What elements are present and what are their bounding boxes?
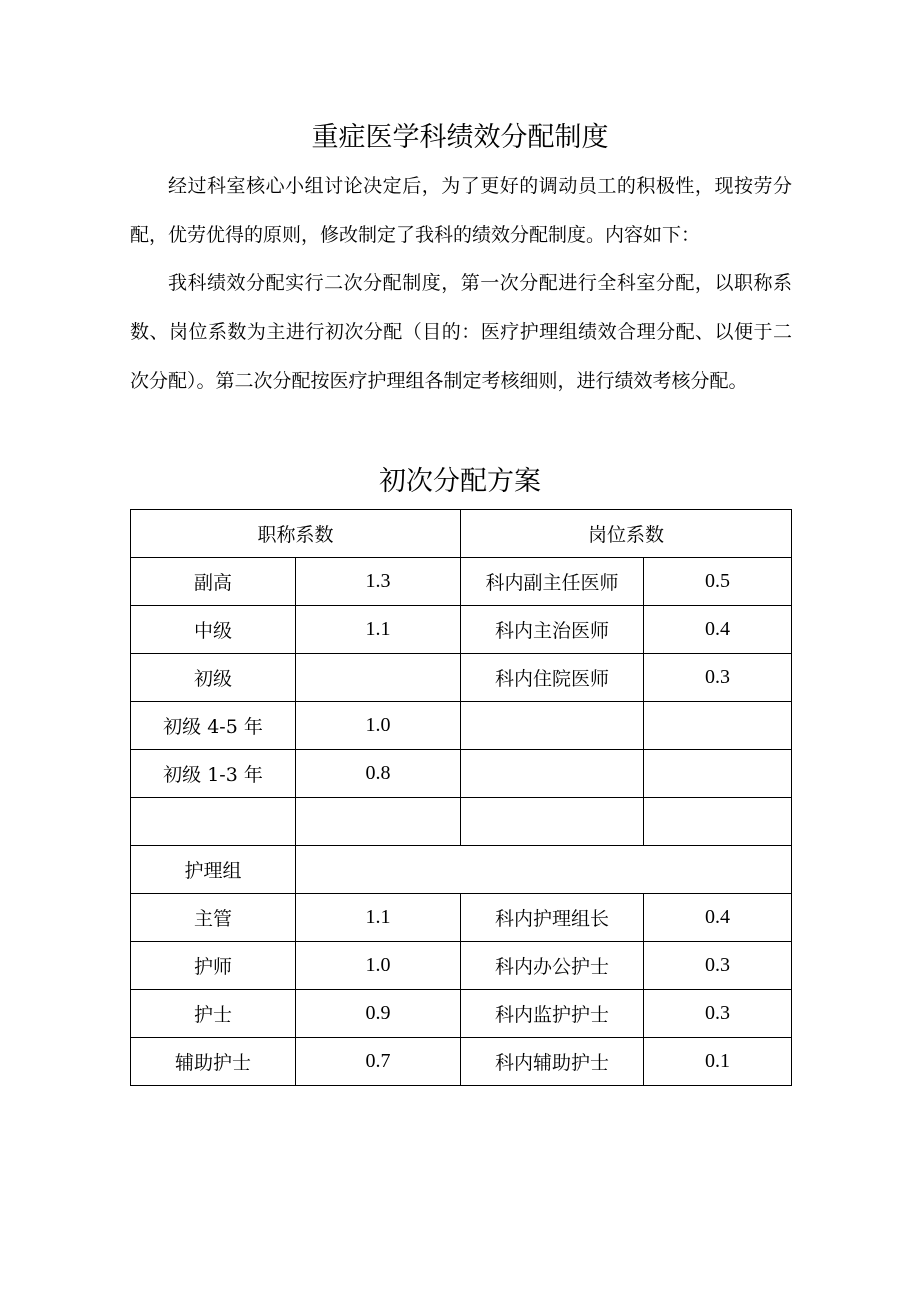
post-value-cell: 0.3 [644,654,792,702]
title-cell [131,798,296,846]
post-value-cell: 0.4 [644,894,792,942]
post-value-cell: 0.5 [644,558,792,606]
table-row [131,606,792,654]
post-cell [461,702,644,750]
post-value-cell [644,798,792,846]
title-value-cell: 1.3 [296,558,461,606]
post-cell: 科内住院医师 [461,654,644,702]
nursing-group-label: 护理组 [131,846,296,894]
post-cell: 科内办公护士 [461,942,644,990]
title-value-cell: 1.1 [296,894,461,942]
post-value-cell [644,702,792,750]
title-value-cell: 0.8 [296,750,461,798]
table-row [131,654,792,702]
table-row-empty [131,798,792,846]
title-cell: 初级 1-3 年 [131,750,296,798]
title-value-cell: 1.0 [296,942,461,990]
table-row [131,750,792,798]
post-value-cell [644,750,792,798]
post-value-cell: 0.3 [644,942,792,990]
table-row [131,942,792,990]
table-row [131,990,792,1038]
policy-paragraph: 我科绩效分配实行二次分配制度，第一次分配进行全科室分配，以职称系数、岗位系数为主进行初次分配（目的：医疗护理组绩效合理分配、以便于二次分配）。第二次分配按医疗护理组各制定考核细则，进行绩效考核分配。 [130,272,792,392]
post-coefficient-header: 岗位系数 [461,510,792,558]
title-cell: 副高 [131,558,296,606]
post-cell: 科内主治医师 [461,606,644,654]
title-coefficient-header: 职称系数 [131,510,461,558]
document-title: 重症医学科绩效分配制度 [311,122,609,153]
table-row [131,894,792,942]
intro-paragraph: 经过科室核心小组讨论决定后，为了更好的调动员工的积极性，现按劳分配，优劳优得的原则，修改制定了我科的绩效分配制度。内容如下： [130,175,792,246]
title-value-cell: 0.9 [296,990,461,1038]
table-row [131,1038,792,1086]
post-cell: 科内辅助护士 [461,1038,644,1086]
post-value-cell: 0.1 [644,1038,792,1086]
post-cell [461,798,644,846]
title-cell: 中级 [131,606,296,654]
table-header-row [131,510,792,558]
table-row [131,702,792,750]
post-cell: 科内监护护士 [461,990,644,1038]
title-value-cell: 0.7 [296,1038,461,1086]
title-cell: 护师 [131,942,296,990]
title-value-cell: 1.1 [296,606,461,654]
title-cell: 主管 [131,894,296,942]
post-value-cell: 0.4 [644,606,792,654]
title-value-cell [296,798,461,846]
post-value-cell: 0.3 [644,990,792,1038]
post-cell: 科内护理组长 [461,894,644,942]
title-cell: 初级 [131,654,296,702]
post-cell: 科内副主任医师 [461,558,644,606]
title-cell: 辅助护士 [131,1038,296,1086]
title-cell: 护士 [131,990,296,1038]
title-value-cell [296,654,461,702]
table-title: 初次分配方案 [379,466,541,497]
title-cell: 初级 4-5 年 [131,702,296,750]
post-cell [461,750,644,798]
distribution-table [130,509,792,1086]
nursing-group-note [296,846,792,894]
nursing-group-row [131,846,792,894]
table-row [131,558,792,606]
title-value-cell: 1.0 [296,702,461,750]
